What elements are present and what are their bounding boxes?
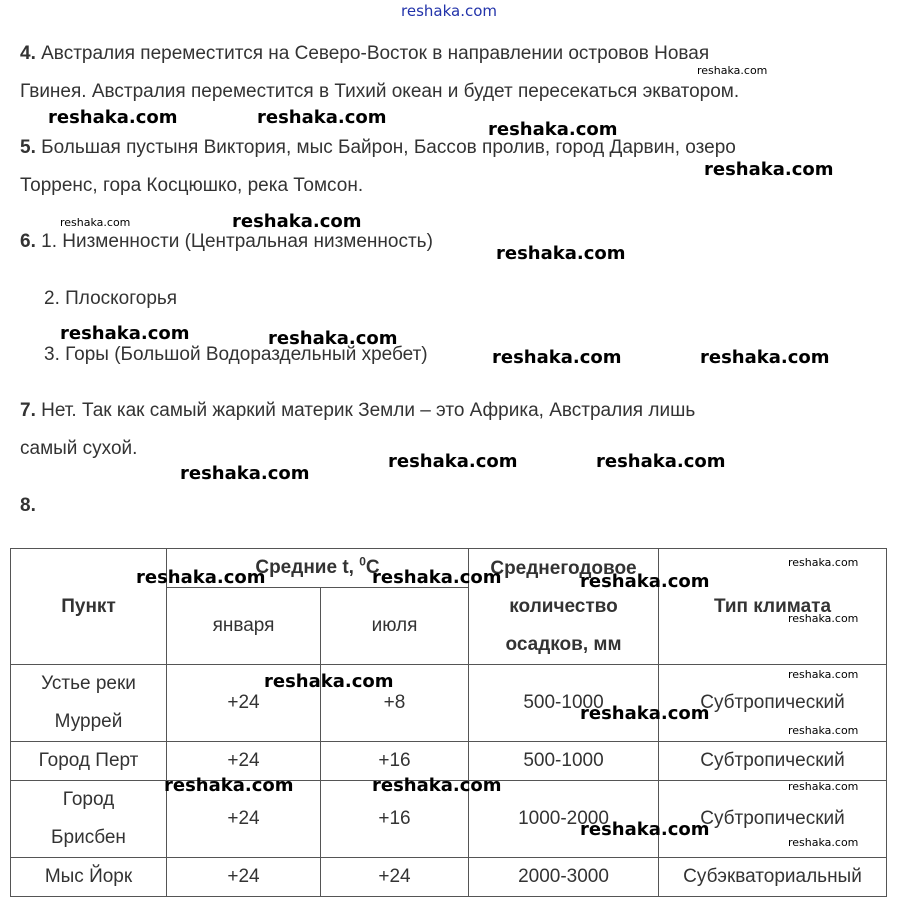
watermark: reshaka.com: [492, 347, 622, 368]
header-january: января: [167, 588, 321, 665]
answer-number: 4.: [20, 43, 36, 64]
watermark: reshaka.com: [700, 347, 830, 368]
cell-point: [11, 781, 167, 858]
watermark: reshaka.com: [372, 775, 502, 796]
celsius-label: C: [365, 557, 380, 578]
watermark: reshaka.com: [580, 819, 710, 840]
header-temperature-label: Средние t,: [255, 557, 360, 578]
climate-table: [10, 548, 887, 897]
watermark: reshaka.com: [580, 703, 710, 724]
watermark: reshaka.com: [580, 571, 710, 592]
header-precip-line3: осадков, мм: [505, 633, 622, 655]
watermark: reshaka.com: [788, 836, 859, 849]
answer-7-line2: самый сухой.: [20, 438, 138, 459]
watermark: reshaka.com: [48, 107, 178, 128]
table-row: [11, 665, 887, 742]
answer-6-item2: 2. Плоскогорья: [44, 288, 178, 309]
cell-precipitation: 2000-3000: [469, 858, 659, 897]
answer-4-line1: [20, 35, 709, 73]
cell-precipitation: 500-1000: [469, 665, 659, 742]
answer-6-item3: 3. Горы (Большой Водораздельный хребет): [44, 344, 428, 365]
watermark: reshaka.com: [788, 668, 859, 681]
header-precip-line1: Среднегодовое: [490, 557, 637, 579]
answer-text: 1. Низменности (Центральная низменность): [35, 231, 433, 252]
watermark: reshaka.com: [257, 107, 387, 128]
watermark: reshaka.com: [388, 451, 518, 472]
answer-text: Большая пустыня Виктория, мыс Байрон, Бассов пролив, город Дарвин, озеро: [35, 137, 736, 158]
watermark: reshaka.com: [704, 159, 834, 180]
answer-number: 6.: [20, 231, 36, 252]
cell-july: +16: [321, 742, 469, 781]
answer-7-line1: [20, 392, 695, 430]
watermark: reshaka.com: [232, 211, 362, 232]
watermark: reshaka.com: [372, 567, 502, 588]
watermark: reshaka.com: [596, 451, 726, 472]
watermark: reshaka.com: [788, 556, 859, 569]
watermark: reshaka.com: [136, 567, 266, 588]
watermark: reshaka.com: [496, 243, 626, 264]
answer-5-line2: Торренс, гора Косцюшко, река Томсон.: [20, 175, 364, 196]
watermark: reshaka.com: [788, 724, 859, 737]
answer-number: 7.: [20, 400, 36, 421]
header-july: июля: [321, 588, 469, 665]
answer-number: 5.: [20, 137, 36, 158]
cell-point-line2: Муррей: [54, 711, 123, 732]
cell-july: +16: [321, 781, 469, 858]
cell-january: +24: [167, 665, 321, 742]
cell-point: Мыс Йорк: [11, 858, 167, 897]
answer-number: 8.: [20, 495, 36, 516]
header-point: Пункт: [11, 549, 167, 665]
cell-point: [11, 665, 167, 742]
site-header-link[interactable]: reshaka.com: [401, 2, 497, 20]
cell-point-line1: Устье реки: [41, 673, 136, 694]
watermark: reshaka.com: [788, 780, 859, 793]
cell-point-line2: Брисбен: [51, 827, 126, 848]
cell-point: Город Перт: [11, 742, 167, 781]
answer-8-heading: [20, 487, 36, 525]
cell-january: +24: [167, 781, 321, 858]
cell-climate: Субтропический: [659, 665, 887, 742]
cell-climate: Субтропический: [659, 742, 887, 781]
answer-5-line1: [20, 129, 736, 167]
cell-january: +24: [167, 742, 321, 781]
header-climate: Тип климата: [659, 549, 887, 665]
header-precipitation: [469, 549, 659, 665]
watermark: reshaka.com: [60, 323, 190, 344]
cell-july: +24: [321, 858, 469, 897]
cell-climate: Субтропический: [659, 781, 887, 858]
answer-text: Нет. Так как самый жаркий материк Земли – это Африка, Австралия лишь: [35, 400, 696, 421]
cell-precipitation: 500-1000: [469, 742, 659, 781]
cell-january: +24: [167, 858, 321, 897]
cell-climate: Субэкваториальный: [659, 858, 887, 897]
watermark: reshaka.com: [264, 671, 394, 692]
table-row: [11, 858, 887, 897]
watermark: reshaka.com: [180, 463, 310, 484]
watermark: reshaka.com: [60, 216, 131, 229]
answer-text: Австралия переместится на Северо-Восток в направлении островов Новая: [35, 43, 710, 64]
watermark: reshaka.com: [268, 328, 398, 349]
header-precip-line2: количество: [509, 595, 618, 617]
degree-sign: 0: [359, 554, 366, 569]
cell-precipitation: 1000-2000: [469, 781, 659, 858]
cell-point-line1: Город: [62, 789, 115, 810]
watermark: reshaka.com: [788, 612, 859, 625]
watermark: reshaka.com: [164, 775, 294, 796]
cell-july: +8: [321, 665, 469, 742]
answer-4-line2: Гвинея. Австралия переместится в Тихий океан и будет пересекаться экватором.: [20, 81, 740, 102]
watermark: reshaka.com: [488, 119, 618, 140]
watermark: reshaka.com: [697, 64, 768, 77]
